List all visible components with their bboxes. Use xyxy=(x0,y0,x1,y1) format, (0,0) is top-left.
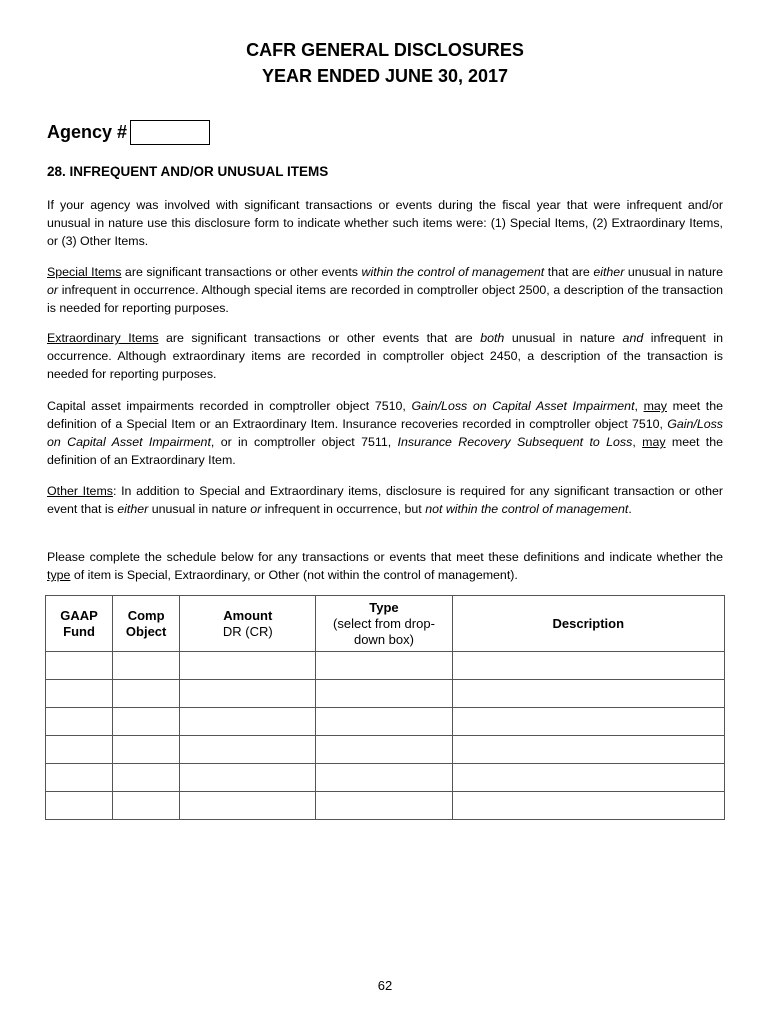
amount-cell[interactable] xyxy=(180,736,316,764)
intro-paragraph: If your agency was involved with significant transactions or events during the fiscal year that were infrequent and/or unusual in nature use this disclosure form to indicate whether such items were: (1) Special Items, (2) Extraordinary Items, or (3) Other Items. xyxy=(47,198,723,248)
gaap-fund-cell[interactable] xyxy=(46,652,113,680)
schedule-table xyxy=(45,595,725,820)
instructions-paragraph: Please complete the schedule below for any transactions or events that meet these definitions and indicate whether the type of item is Special, Extraordinary, or Other (not within the control of management). xyxy=(47,550,723,582)
table-row xyxy=(46,708,725,736)
other-items-term: Other Items xyxy=(47,484,113,498)
comp-object-cell[interactable] xyxy=(113,792,180,820)
amount-cell[interactable] xyxy=(180,792,316,820)
type-select-cell[interactable] xyxy=(316,680,452,708)
gaap-fund-cell[interactable] xyxy=(46,792,113,820)
table-row xyxy=(46,736,725,764)
comp-object-cell[interactable] xyxy=(113,680,180,708)
extraordinary-items-paragraph: Extraordinary Items are significant transactions or other events that are both unusual in nature and infrequent in occurrence. Although extraordinary items are recorded in comptroller object 2450, a description of the transaction is needed for reporting purposes. xyxy=(47,331,724,381)
header-description: Description xyxy=(452,596,724,652)
description-cell[interactable] xyxy=(452,708,724,736)
comp-object-cell[interactable] xyxy=(113,736,180,764)
extraordinary-items-term: Extraordinary Items xyxy=(47,331,159,345)
schedule-header-row xyxy=(46,596,725,652)
gaap-fund-cell[interactable] xyxy=(46,736,113,764)
agency-number-input[interactable] xyxy=(130,120,210,145)
other-items-paragraph: Other Items: In addition to Special and Extraordinary items, disclosure is required for any significant transaction or other event that is either unusual in nature or infrequent in occurrence, but not within the control of management. xyxy=(47,484,723,516)
type-select-cell[interactable] xyxy=(316,764,452,792)
header-type: Type (select from drop- down box) xyxy=(316,596,452,652)
amount-cell[interactable] xyxy=(180,652,316,680)
description-cell[interactable] xyxy=(452,736,724,764)
gaap-fund-cell[interactable] xyxy=(46,680,113,708)
header-comp-object: Comp Object xyxy=(113,596,180,652)
schedule-body xyxy=(46,652,725,820)
table-row xyxy=(46,792,725,820)
type-select-cell[interactable] xyxy=(316,708,452,736)
gaap-fund-cell[interactable] xyxy=(46,708,113,736)
amount-cell[interactable] xyxy=(180,708,316,736)
table-row xyxy=(46,764,725,792)
page-title-line2: YEAR ENDED JUNE 30, 2017 xyxy=(261,66,509,86)
description-cell[interactable] xyxy=(452,652,724,680)
comp-object-cell[interactable] xyxy=(113,652,180,680)
page-title-line1: CAFR GENERAL DISCLOSURES xyxy=(246,40,524,60)
section-title: 28. INFREQUENT AND/OR UNUSUAL ITEMS xyxy=(47,164,329,179)
special-items-term: Special Items xyxy=(47,265,122,279)
type-select-cell[interactable] xyxy=(316,652,452,680)
type-select-cell[interactable] xyxy=(316,736,452,764)
description-cell[interactable] xyxy=(452,764,724,792)
table-row xyxy=(46,652,725,680)
comp-object-cell[interactable] xyxy=(113,708,180,736)
amount-cell[interactable] xyxy=(180,764,316,792)
page-number: 62 xyxy=(377,978,393,993)
special-items-paragraph: Special Items are significant transactions or other events within the control of management that are either unusual in nature or infrequent in occurrence. Although special items are recorded in comptroller object 2500, a description of the transaction is needed for reporting purposes. xyxy=(47,265,724,315)
description-cell[interactable] xyxy=(452,680,724,708)
agency-label: Agency # xyxy=(47,122,128,142)
header-amount: Amount DR (CR) xyxy=(180,596,316,652)
agency-field-group xyxy=(47,119,210,145)
comp-object-cell[interactable] xyxy=(113,764,180,792)
gaap-fund-cell[interactable] xyxy=(46,764,113,792)
capital-asset-paragraph: Capital asset impairments recorded in comptroller object 7510, Gain/Loss on Capital Asset Impairment, may meet the definition of a Special Item or an Extraordinary Item. Insurance recoveries recorded in comptroller object 7510, Gain/Loss on Capital Asset Impairment, or in comptroller object 7511, Insurance Recovery Subsequent to Loss, may meet the definition of an Extraordinary Item. xyxy=(47,399,724,467)
header-gaap-fund: GAAP Fund xyxy=(46,596,113,652)
amount-cell[interactable] xyxy=(180,680,316,708)
type-select-cell[interactable] xyxy=(316,792,452,820)
description-cell[interactable] xyxy=(452,792,724,820)
table-row xyxy=(46,680,725,708)
